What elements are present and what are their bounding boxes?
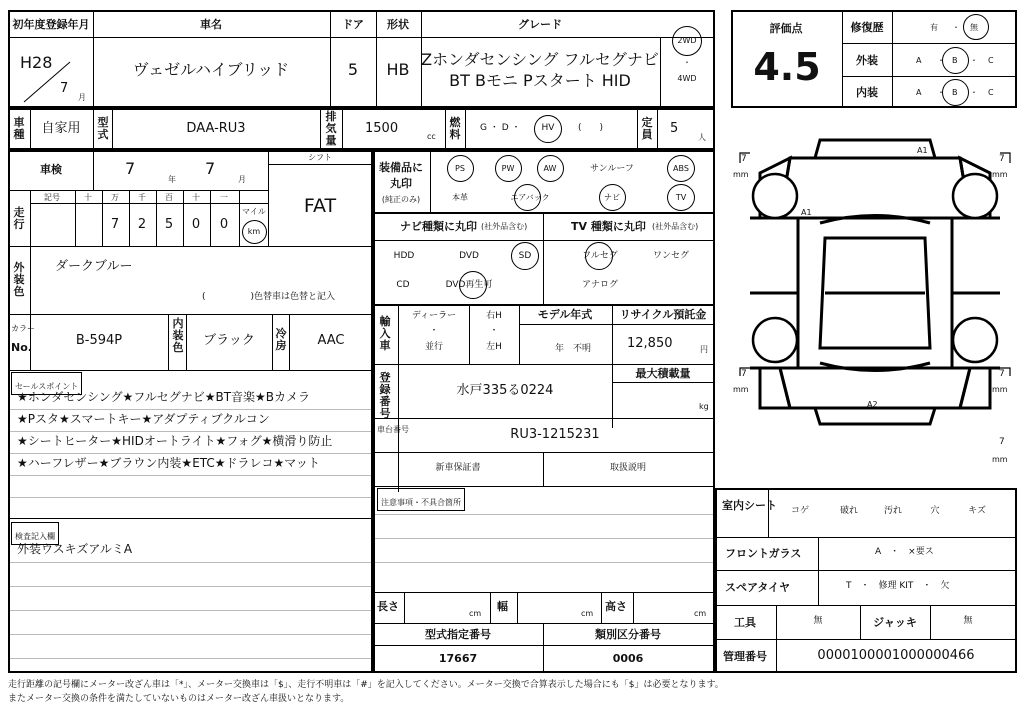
col-line [186, 314, 187, 370]
row-line [373, 418, 715, 419]
seat-label: 室内シート [722, 499, 777, 512]
col-line [660, 37, 661, 108]
mileage-digit: 2 [137, 217, 147, 232]
tools-label: 工具 [734, 616, 756, 629]
col-line [601, 592, 602, 623]
inspector-label: 検査記入欄 [15, 532, 55, 541]
rule-line [10, 610, 371, 611]
col-line [156, 190, 157, 246]
col-line [930, 605, 931, 639]
col-line [490, 592, 491, 623]
grade-line2: BT Bモニ Pスタート HID [449, 71, 631, 90]
sales-points-label: セールスポイント [15, 382, 79, 391]
row-line [8, 190, 268, 191]
tire-rl-mm: mm [733, 385, 749, 394]
equip-ps-circle [447, 155, 474, 182]
score-label: 評価点 [769, 22, 803, 35]
repaint-note: ( )色替車は色替と記入 [202, 292, 336, 302]
eval-divider [842, 10, 843, 108]
height-cm: cm [694, 609, 707, 618]
repair-circle [963, 14, 989, 40]
tv-analog: アナログ [581, 280, 619, 290]
tire-rl: 7 [741, 369, 747, 379]
col-line [30, 108, 31, 150]
int-opt-dot2: ・ [970, 88, 978, 97]
int-opt-b: B [952, 88, 958, 97]
interior-color-value: ブラック [203, 333, 255, 348]
col-line [445, 108, 446, 150]
interior-label: 内装 [856, 86, 878, 99]
repair-opt-no: 無 [970, 23, 978, 32]
row-line [30, 203, 268, 204]
eval-divider [842, 76, 1017, 77]
fuel-hv: HV [541, 123, 555, 133]
row-line [8, 518, 373, 519]
navi-dvd-play-circle [459, 271, 487, 299]
navi-hdd: HDD [393, 251, 415, 261]
model-value: DAA-RU3 [186, 121, 246, 136]
tire-rr: 7 [999, 369, 1005, 379]
row-line [268, 164, 373, 165]
year-unit: 年 [168, 175, 176, 184]
equip-aw: AW [543, 164, 557, 173]
seat-opt: キズ [968, 506, 986, 516]
vehicle-row [8, 108, 715, 150]
rule-line [10, 634, 371, 635]
capacity-value: 5 [670, 121, 679, 136]
eval-divider [842, 43, 1017, 44]
import-dot2: ・ [489, 326, 499, 336]
col-line [519, 304, 520, 364]
rule-line [10, 475, 371, 476]
mileage-digit: 0 [219, 217, 229, 232]
col-line [272, 314, 273, 370]
col-line [768, 488, 769, 537]
row-line [373, 212, 715, 214]
ext-circle [942, 47, 969, 74]
col-line [342, 108, 343, 150]
door-label: ドア [342, 18, 364, 31]
col-line [30, 190, 31, 246]
ext-opt-dot: ・ [937, 56, 945, 65]
spare-options: T ・ 修理 KIT ・ 欠 [846, 581, 950, 591]
col-line [543, 623, 544, 673]
exterior-label: 外装 [856, 54, 878, 67]
header-divider [8, 37, 715, 38]
row-line [373, 364, 715, 365]
row-line [715, 570, 1017, 571]
row-line [8, 246, 373, 247]
col-line [465, 108, 466, 150]
recycle-value: 12,850 [627, 336, 673, 351]
equip-tv-circle [667, 184, 695, 211]
ext-color-value: ダークブルー [55, 259, 133, 274]
tire-rr-mm: mm [992, 385, 1008, 394]
row-line [519, 324, 715, 325]
length-label: 長さ [377, 600, 399, 613]
col-line [239, 190, 240, 246]
eval-divider [892, 10, 893, 108]
diagram-mark-side: A1 [801, 208, 812, 217]
navi-title: ナビ種類に丸印 [400, 220, 477, 233]
inspector-value: 外装ウスキズアルミA [17, 542, 133, 556]
unit-label: 十 [192, 193, 200, 202]
navi-dvd: DVD [459, 251, 479, 261]
kg-unit: kg [699, 402, 709, 411]
col-line [330, 10, 331, 108]
ext-opt-c: C [988, 56, 994, 65]
rule-line [10, 658, 371, 659]
rule-line [375, 562, 713, 563]
navi-cd: CD [396, 280, 410, 290]
car-name: ヴェゼルハイブリッド [132, 60, 290, 79]
color-code-value: B-594P [75, 333, 123, 348]
equip-aw-circle [537, 155, 564, 182]
ac-value: AAC [317, 333, 345, 348]
import-dot: ・ [429, 326, 439, 336]
tv-fullseg-circle [585, 242, 613, 270]
tire-fr: 7 [999, 154, 1005, 164]
col-line [376, 10, 377, 108]
diagram-mark-rear: A2 [867, 400, 878, 409]
equip-tv: TV [675, 193, 687, 202]
equip-sunroof: サンルーフ [590, 164, 634, 174]
seat-opt: コゲ [790, 506, 810, 516]
notes-label: 注意事項・不具合箇所 [381, 498, 461, 507]
row-line [373, 623, 715, 624]
rule-line [10, 586, 371, 587]
jack-label: ジャッキ [873, 616, 917, 629]
registration-label: 登録番号 [379, 371, 391, 420]
score-value: 4.5 [753, 45, 821, 89]
import-left: 左H [486, 342, 502, 352]
unit-label: 万 [111, 193, 119, 202]
reg-year-label: 初年度登録年月 [12, 18, 90, 31]
diagram-mark-front: A1 [917, 146, 928, 155]
manual-label: 取扱説明 [609, 463, 647, 473]
drive-dot: ・ [683, 58, 691, 67]
seat-opt: 破れ [839, 506, 859, 516]
sales-point-line: ★ホンダセンシング★フルセグナビ★BT音楽★Bカメラ [17, 390, 311, 404]
glass-options: A ・ ×要ス [875, 547, 934, 557]
col-line [543, 212, 544, 304]
footer-line1: 走行距離の記号欄にメーター改ざん車は「*」、メーター交換車は「$」、走行不明車は「#」を記入してください。メーター交換で合算表示した場合にも「$」は必要となります。 [8, 680, 724, 690]
rule-line [375, 514, 713, 515]
col-line [93, 10, 94, 108]
capacity-label: 定員 [641, 116, 653, 141]
doors: 5 [347, 60, 359, 79]
col-line [637, 108, 638, 150]
use-value: 自家用 [41, 121, 81, 136]
displacement-label: 排気量 [325, 110, 337, 147]
row-line [715, 605, 1017, 606]
category-label: 類別区分番号 [595, 628, 661, 641]
chassis-value: RU3-1215231 [510, 427, 600, 442]
symbol-label: 記号 [44, 193, 60, 202]
tire-spare-mm: mm [992, 455, 1008, 464]
col-line [289, 314, 290, 370]
equip-navi: ナビ [604, 193, 620, 202]
width-label: 幅 [497, 600, 508, 613]
equip-pw-circle [495, 155, 522, 182]
jack-value: 無 [963, 616, 973, 626]
designation-label: 型式指定番号 [425, 628, 491, 641]
mgmt-label: 管理番号 [723, 650, 767, 663]
row-line [715, 639, 1017, 640]
import-label: 輸入車 [379, 315, 391, 352]
col-line [30, 246, 31, 314]
navi-sd: SD [518, 251, 532, 261]
km-label: km [247, 227, 261, 236]
col-line [469, 304, 470, 364]
unit-label: 一 [220, 193, 228, 202]
grade-line1: Zホンダセンシング フルセグナビ [421, 50, 659, 69]
shape: HB [386, 60, 410, 79]
yen-unit: 円 [700, 345, 708, 354]
car-damage-diagram [730, 118, 1020, 478]
col-line [633, 592, 634, 623]
row-line [373, 486, 715, 487]
col-line [860, 605, 861, 639]
rule-line [10, 409, 371, 410]
person-unit: 人 [698, 133, 706, 142]
tire-fl: 7 [741, 154, 747, 164]
row-line [715, 537, 1017, 538]
ext-opt-b: B [952, 56, 958, 65]
notes-tag [377, 488, 465, 511]
equip-airbag: エアバック [510, 193, 550, 202]
designation-value: 17667 [438, 652, 478, 665]
equip-leather: 本革 [452, 193, 468, 202]
chassis-label: 車台番号 [377, 425, 409, 434]
sales-point-line: ★Pスタ★スマートキー★アダプティブクルコン [17, 412, 270, 426]
color-code-label-bottom: No. [11, 341, 32, 354]
row-line [373, 240, 715, 241]
col-line [404, 592, 405, 623]
inspection-month: 7 [205, 159, 216, 178]
registration-value: 水戸335る0224 [456, 383, 554, 398]
ext-opt-a: A [916, 56, 922, 65]
fuel-circle [534, 115, 562, 143]
sales-point-line: ★シートヒーター★HIDオートライト★フォグ★横滑り防止 [17, 434, 333, 448]
mgmt-value: 0000100001000000466 [817, 648, 975, 663]
km-circle [242, 220, 267, 244]
shift-label: シフト [308, 153, 332, 162]
fuel-other: ( ) [578, 123, 604, 133]
equip-abs: ABS [673, 164, 689, 173]
shift-value: FAT [303, 195, 337, 217]
col-line [102, 190, 103, 246]
inspection-year: 7 [125, 159, 136, 178]
grade-label: グレード [518, 18, 562, 31]
col-line [93, 108, 94, 150]
rule-line [375, 538, 713, 539]
interior-color-label: 内装色 [172, 317, 184, 354]
row-line [8, 314, 373, 315]
col-line [320, 108, 321, 150]
car-name-label: 車名 [200, 18, 222, 31]
seat-opt: 汚れ [883, 506, 903, 516]
cc-unit: cc [427, 132, 436, 141]
repair-label: 修復歴 [850, 21, 884, 34]
tire-spare: 7 [999, 437, 1005, 447]
tire-fl-mm: mm [733, 170, 749, 179]
import-right: 右H [486, 311, 502, 321]
width-cm: cm [581, 609, 594, 618]
import-dealer: ディーラー [411, 311, 457, 321]
row-line [612, 382, 715, 383]
spare-label: スペアタイヤ [725, 581, 791, 594]
navi-note: (社外品含む) [481, 222, 528, 231]
equip-abs-circle [667, 155, 695, 182]
fuel-label: 燃料 [449, 116, 461, 141]
col-line [818, 537, 819, 605]
length-cm: cm [469, 609, 482, 618]
col-line [430, 150, 431, 212]
row-line [373, 645, 715, 646]
navi-dvd-play: DVD再生可 [445, 280, 493, 290]
month-unit: 月 [78, 93, 86, 102]
footer-line2: またメーター交換の条件を満たしていないものはメーター改ざん車扱いとなります。 [8, 694, 350, 704]
reg-era: H28 [20, 53, 53, 72]
equip-ps: PS [455, 164, 465, 173]
equip-label2: 丸印 [390, 177, 412, 190]
rule-line [10, 453, 371, 454]
repair-opt-dot: ・ [952, 23, 960, 32]
mileage-digit: 7 [110, 217, 120, 232]
import-parallel: 並行 [424, 342, 444, 352]
equip-navi-circle [599, 184, 626, 211]
recycle-label: リサイクル預託金 [619, 308, 707, 321]
height-label: 高さ [605, 600, 627, 613]
col-line [776, 605, 777, 673]
col-line [398, 304, 399, 364]
drive-4wd: 4WD [677, 74, 697, 83]
warranty-label: 新車保証書 [435, 463, 481, 473]
int-opt-c: C [988, 88, 994, 97]
col-line [657, 108, 658, 150]
equip-airbag-circle [514, 184, 541, 211]
month-unit2: 月 [238, 175, 246, 184]
col-line [168, 314, 169, 370]
ac-label: 冷房 [275, 327, 287, 352]
col-line [112, 108, 113, 150]
tv-title: TV 種類に丸印 [571, 220, 646, 233]
col-line [129, 190, 130, 246]
equip-label3: (純正のみ) [381, 195, 421, 204]
sales-point-line: ★ハーフレザー★ブラウン内装★ETC★ドラレコ★マット [17, 456, 320, 470]
col-line [517, 592, 518, 623]
col-line [612, 304, 613, 428]
model-year-value: 年 不明 [555, 344, 592, 354]
repair-opt-yes: 有 [930, 23, 938, 32]
col-line [210, 190, 211, 246]
model-year-label: モデル年式 [537, 308, 593, 321]
color-code-label-top: カラー [11, 324, 35, 333]
drive-2wd: 2WD [677, 36, 697, 45]
unit-label: 十 [84, 193, 92, 202]
navi-sd-circle [511, 242, 539, 270]
rule-line [10, 497, 371, 498]
row-line [373, 452, 715, 453]
rule-line [10, 431, 371, 432]
tire-fr-mm: mm [992, 170, 1008, 179]
ext-opt-dot2: ・ [970, 56, 978, 65]
rule-line [10, 562, 371, 563]
int-opt-a: A [916, 88, 922, 97]
seat-opt: 穴 [930, 506, 940, 516]
int-opt-dot: ・ [937, 88, 945, 97]
reg-month: 7 [60, 81, 69, 96]
row-line [8, 370, 373, 371]
row-line [373, 304, 715, 306]
tv-note: (社外品含む) [652, 222, 699, 231]
mile-label: マイル [242, 207, 266, 216]
int-circle [942, 79, 969, 106]
col-line [543, 452, 544, 486]
inspection-label: 車検 [40, 163, 62, 176]
ext-color-label: 外装色 [13, 261, 25, 298]
model-label: 型式 [97, 116, 109, 141]
mileage-digit: 0 [191, 217, 201, 232]
unit-label: 千 [138, 193, 146, 202]
tools-value: 無 [813, 616, 823, 626]
unit-label: 百 [165, 193, 173, 202]
col-line [93, 150, 94, 190]
use-label: 車種 [13, 116, 25, 141]
fuel-options: G ・ D ・ [480, 123, 521, 133]
col-line [75, 190, 76, 246]
col-line [183, 190, 184, 246]
mileage-digit: 5 [164, 217, 174, 232]
mileage-label: 走行 [13, 206, 25, 231]
displacement-value: 1500 [365, 121, 399, 136]
equip-label1: 装備品に [379, 161, 423, 174]
category-value: 0006 [612, 652, 644, 665]
equip-pw: PW [501, 164, 515, 173]
shape-label: 形状 [387, 18, 409, 31]
max-load-label: 最大積載量 [635, 367, 691, 380]
row-line [373, 592, 715, 593]
tv-fullseg: フルセグ [582, 251, 618, 261]
tv-oneseg: ワンセグ [652, 251, 690, 261]
glass-label: フロントガラス [725, 547, 802, 560]
